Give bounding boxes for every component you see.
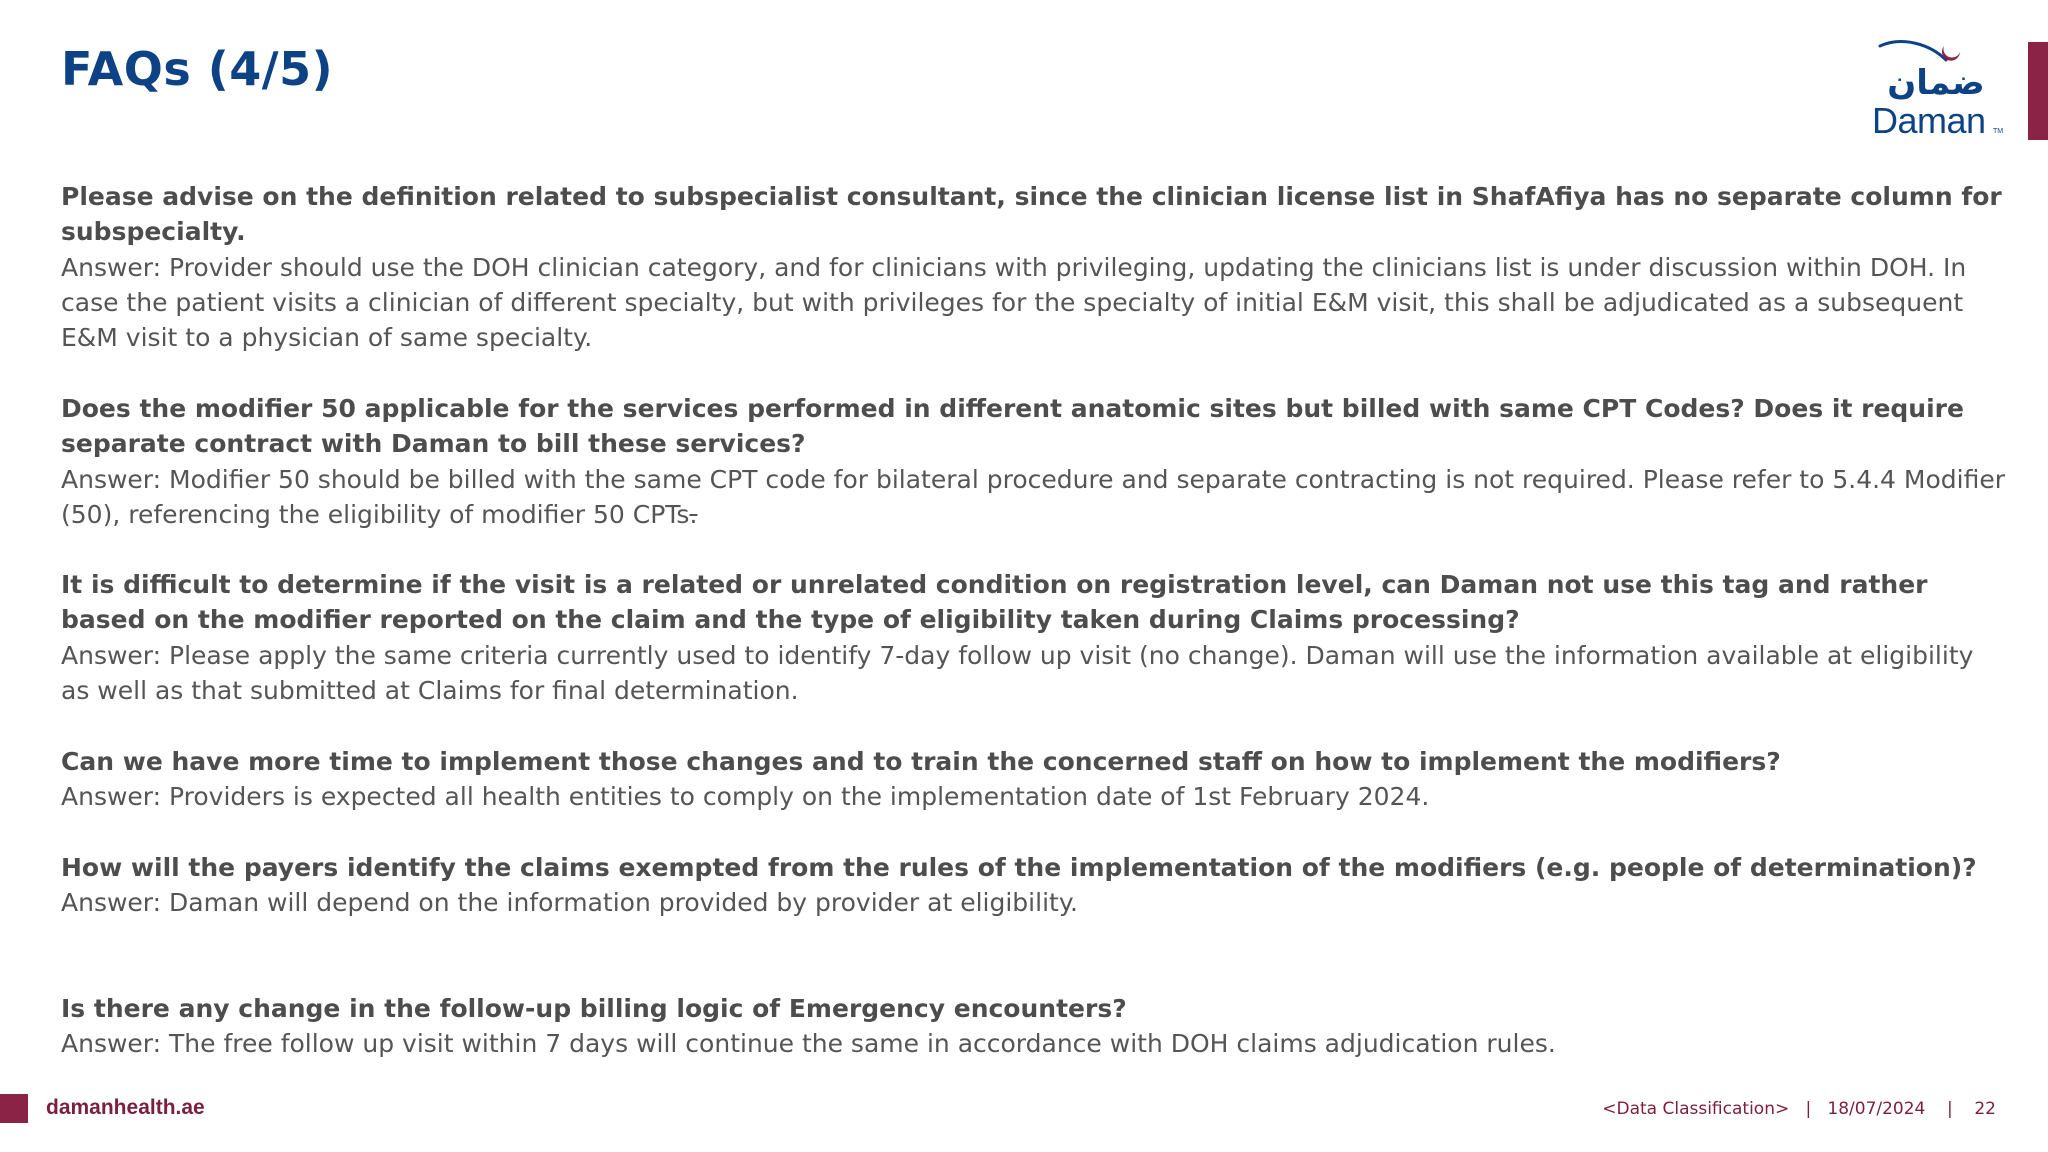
faq-answer <box>61 462 2006 533</box>
footer-separator: | <box>1805 1099 1812 1119</box>
faq-answer: Answer: Daman will depend on the information provided by provider at eligibility. <box>61 888 1078 918</box>
footer-meta <box>1602 1099 1996 1119</box>
footer-page-number: 22 <box>1974 1099 1996 1119</box>
faq-question: It is difficult to determine if the visit is a related or unrelated condition on registration level, can Daman not use this tag and rather based on the modifier reported on the claim and the type of eligibility taken during Claims processing? <box>61 570 1928 635</box>
footer-separator: | <box>1947 1099 1953 1119</box>
faq-item <box>61 850 2006 921</box>
corner-accent-bar <box>2028 42 2048 140</box>
footer-classification: <Data Classification> <box>1602 1099 1790 1119</box>
faq-item <box>61 391 2006 532</box>
faq-answer: Answer: Provider should use the DOH clinician category, and for clinicians with privileging, updating the clinicians list is under discussion within DOH. In case the patient visits a clinician of different specialty, but with privileges for the specialty of initial E&M visit, this shall be adjudicated as a subsequent E&M visit to a physician of same specialty. <box>61 252 1967 353</box>
faq-item <box>61 991 2006 1062</box>
faq-item <box>61 567 2006 708</box>
faq-item <box>61 744 2006 815</box>
faq-answer: Answer: Providers is expected all health entities to comply on the implementation date of 1st February 2024. <box>61 782 1430 812</box>
page-title: FAQs (4/5) <box>61 42 334 96</box>
faq-answer: Answer: The free follow up visit within 7 days will continue the same in accordance with DOH claims adjudication rules. <box>61 1029 1556 1059</box>
daman-logo <box>1872 38 2002 143</box>
logo-trademark: TM <box>1993 128 2004 135</box>
faq-item <box>61 179 2006 355</box>
footer-accent-square <box>0 1094 28 1123</box>
faq-answer-struck-period: . <box>689 499 698 529</box>
logo-arabic-text: ضمان <box>1887 63 1985 103</box>
daman-logo-graphic <box>1872 38 2002 108</box>
faq-answer: Answer: Please apply the same criteria currently used to identify 7-day follow up visit (no change). Daman will use the information available at eligibility as well as that submitted at Claims for final determination. <box>61 640 1974 705</box>
faq-question: Can we have more time to implement those changes and to train the concerned staff on how to implement the modifiers? <box>61 747 1781 776</box>
faq-question: Is there any change in the follow-up billing logic of Emergency encounters? <box>61 994 1127 1023</box>
logo-latin-text: Daman <box>1872 100 1986 141</box>
faq-question: How will the payers identify the claims exempted from the rules of the implementation of the modifiers (e.g. people of determination)? <box>61 853 1977 882</box>
faq-question: Does the modifier 50 applicable for the services performed in different anatomic sites but billed with same CPT Codes? Does it require separate contract with Daman to bill these services? <box>61 394 1964 459</box>
footer-website-link[interactable]: damanhealth.ae <box>46 1096 205 1119</box>
faq-answer-text: Answer: Modifier 50 should be billed with the same CPT code for bilateral procedure and separate contracting is not required. Please refer to 5.4.4 Modifier (50), referencing the eligibility of modifier 50 CPTs <box>61 464 2005 529</box>
footer-date: 18/07/2024 <box>1827 1099 1926 1119</box>
faq-question: Please advise on the definition related to subspecialist consultant, since the clinician license list in ShafAfiya has no separate column for subspecialty. <box>61 182 2002 247</box>
